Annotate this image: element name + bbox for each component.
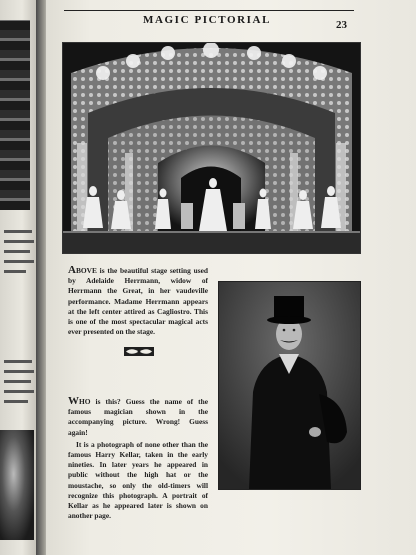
left-page-text [4, 260, 34, 263]
ornament-divider [124, 347, 154, 356]
header-rule [64, 10, 354, 11]
stage-caption [68, 266, 208, 339]
portrait-caption-intro: HO is this? Guess the name of the famous magician shown in the accompanying picture. Wrong! Guess again! [68, 397, 208, 437]
portrait-photo [218, 281, 361, 490]
left-page-text [4, 270, 26, 273]
left-page-text [4, 240, 34, 243]
page-number: 23 [336, 19, 347, 31]
stage-caption-text: BOVE is the beautiful stage setting used by Adelaide Herrmann, widow of Herrmann the Great, in her vaudeville performance. Madame Herrmann appears at the left center attired as Cagliostro. This is one of the most spectacular magical acts ever presented on the stage. [68, 266, 208, 337]
portrait-caption-body: It is a photograph of none other than the famous Harry Kellar, taken in the early nineties. In later years he appeared in public without the high hat or the moustache, so only the old-timers will recognize this photograph. A portrait of Kellar as he appeared later is shown on another page. [68, 439, 208, 521]
left-page-photo-bottom [0, 430, 34, 540]
left-page-text [4, 380, 31, 383]
left-page-photo-top [0, 20, 30, 210]
left-page-text [4, 250, 30, 253]
stage-caption-dropcap: A [68, 264, 76, 276]
left-page-text [4, 390, 34, 393]
left-page-text [4, 400, 28, 403]
book-page [46, 0, 416, 555]
stage-setting-illustration [63, 43, 360, 253]
portrait-illustration [219, 282, 360, 489]
portrait-caption [68, 397, 208, 523]
running-head: MAGIC PICTORIAL [143, 14, 272, 26]
left-page-text [4, 370, 34, 373]
left-page-text [4, 360, 32, 363]
stage-setting-photo [62, 42, 361, 254]
left-facing-page [0, 0, 40, 555]
left-page-text [4, 230, 32, 233]
portrait-caption-dropcap: W [68, 395, 79, 407]
